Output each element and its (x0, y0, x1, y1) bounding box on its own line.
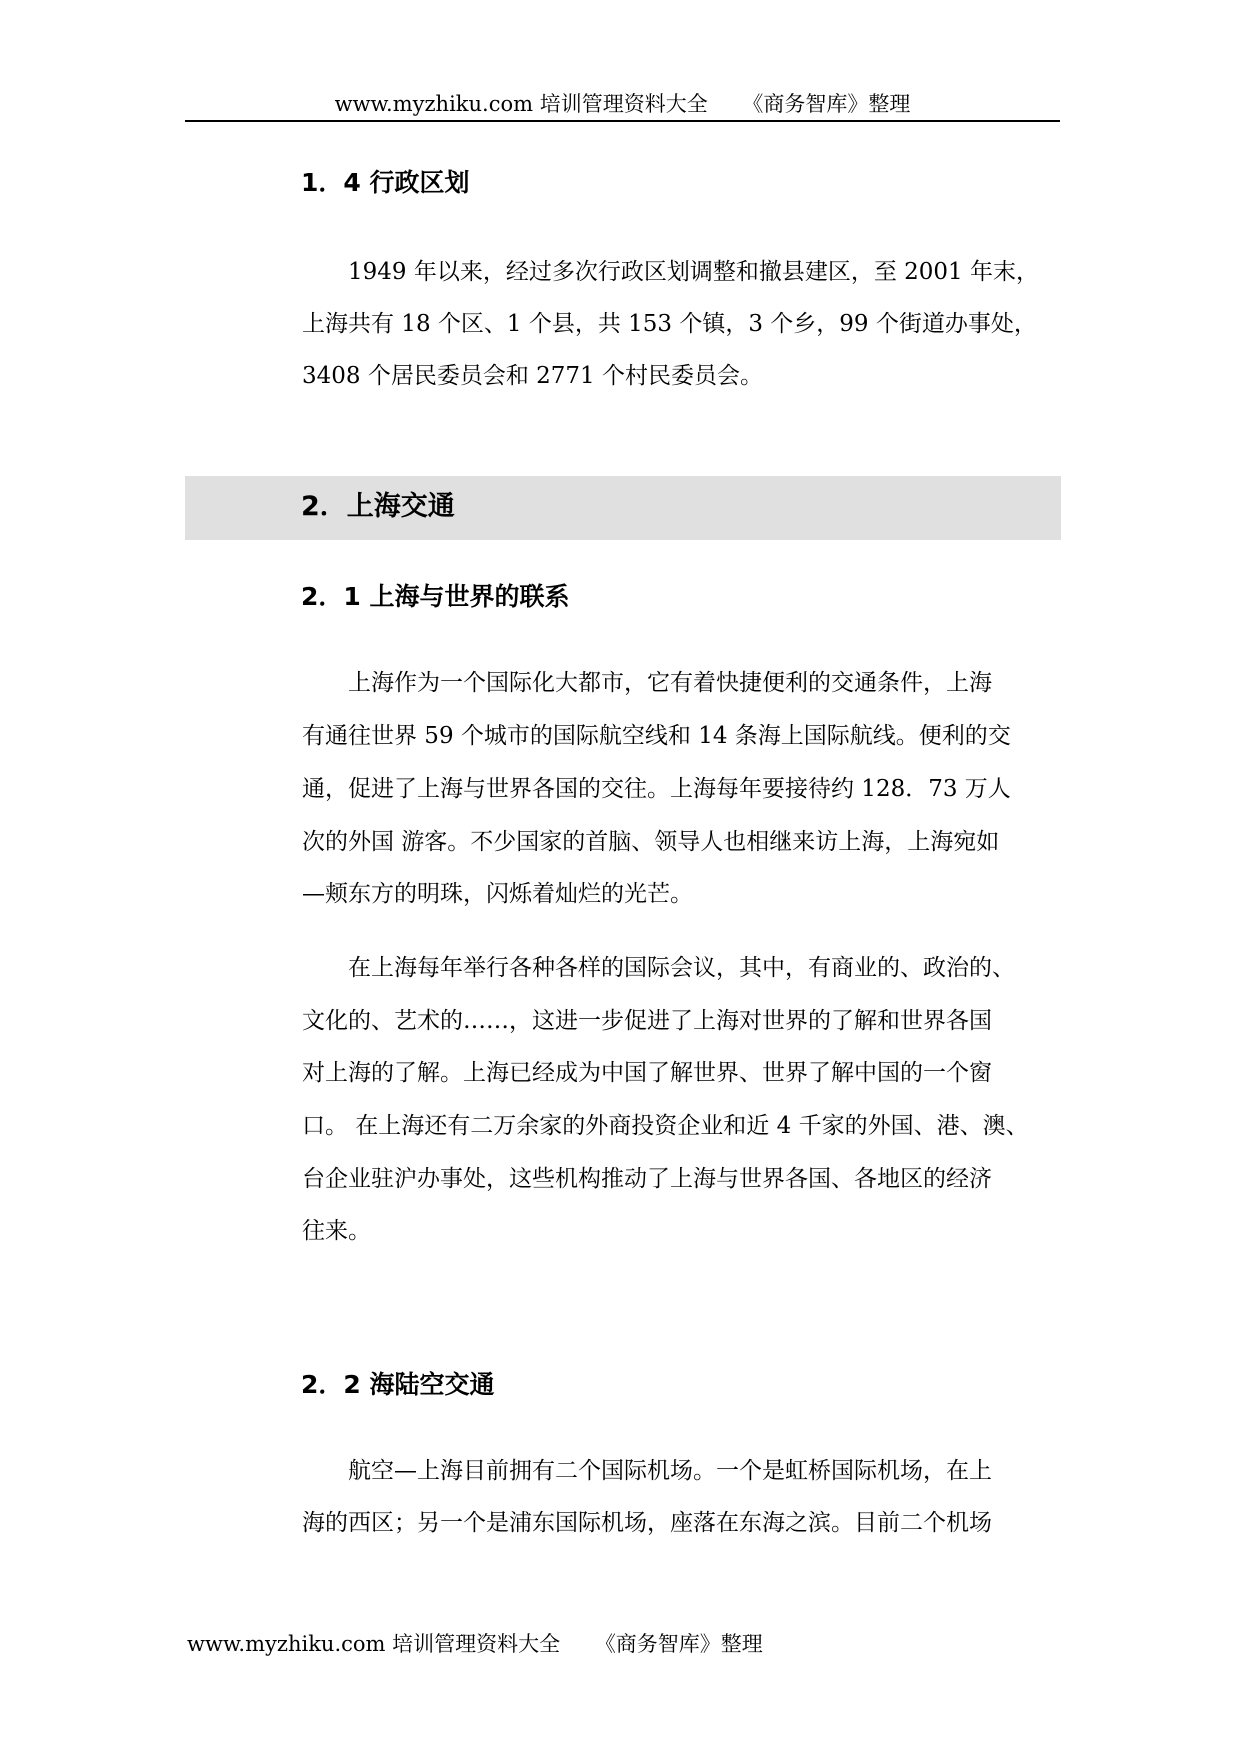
footer-source: 《商务智库》整理 (594, 1632, 763, 1656)
page-header (185, 88, 1060, 122)
body-line: 海的西区；另一个是浦东国际机场，座落在东海之滨。目前二个机场 (302, 1510, 992, 1536)
body-line: 在上海每年举行各种各样的国际会议，其中，有商业的、政治的、 (302, 955, 1015, 981)
footer-title: 培训管理资料大全 (392, 1632, 561, 1656)
section-heading-1-4: 1．4 行政区划 (301, 168, 470, 197)
body-line: 口。 在上海还有二万余家的外商投资企业和近 4 千家的外国、港、澳、 (302, 1113, 1029, 1139)
header-source: 《商务智库》整理 (742, 92, 911, 116)
body-line: 台企业驻沪办事处，这些机构推动了上海与世界各国、各地区的经济 (302, 1166, 992, 1192)
body-line: 通，促进了上海与世界各国的交往。上海每年要接待约 128．73 万人 (302, 776, 1011, 802)
body-line: 有通往世界 59 个城市的国际航空线和 14 条海上国际航线。便利的交 (302, 723, 1011, 749)
body-line: 上海作为一个国际化大都市，它有着快捷便利的交通条件，上海 (302, 670, 992, 696)
header-site: www.myzhiku.com (334, 92, 534, 116)
section-heading-2-2: 2．2 海陆空交通 (301, 1370, 495, 1399)
body-line: 3408 个居民委员会和 2771 个村民委员会。 (302, 363, 763, 389)
body-line: 对上海的了解。上海已经成为中国了解世界、世界了解中国的一个窗 (302, 1060, 992, 1086)
body-line: —颊东方的明珠，闪烁着灿烂的光芒。 (302, 881, 693, 907)
body-line: 1949 年以来，经过多次行政区划调整和撤县建区，至 2001 年末， (302, 259, 1039, 285)
page-footer (187, 1629, 763, 1659)
footer-site: www.myzhiku.com (187, 1632, 386, 1656)
body-line: 上海共有 18 个区、1 个县，共 153 个镇，3 个乡，99 个街道办事处， (302, 311, 1037, 337)
header-title: 培训管理资料大全 (539, 92, 708, 116)
chapter-heading-2: 2．上海交通 (301, 491, 455, 522)
body-line: 航空—上海目前拥有二个国际机场。一个是虹桥国际机场，在上 (302, 1458, 992, 1484)
body-line: 文化的、艺术的……，这进一步促进了上海对世界的了解和世界各国 (302, 1008, 992, 1034)
section-heading-2-1: 2．1 上海与世界的联系 (301, 582, 570, 611)
body-line: 往来。 (302, 1218, 371, 1244)
body-line: 次的外国 游客。不少国家的首脑、领导人也相继来访上海，上海宛如 (302, 829, 1000, 855)
